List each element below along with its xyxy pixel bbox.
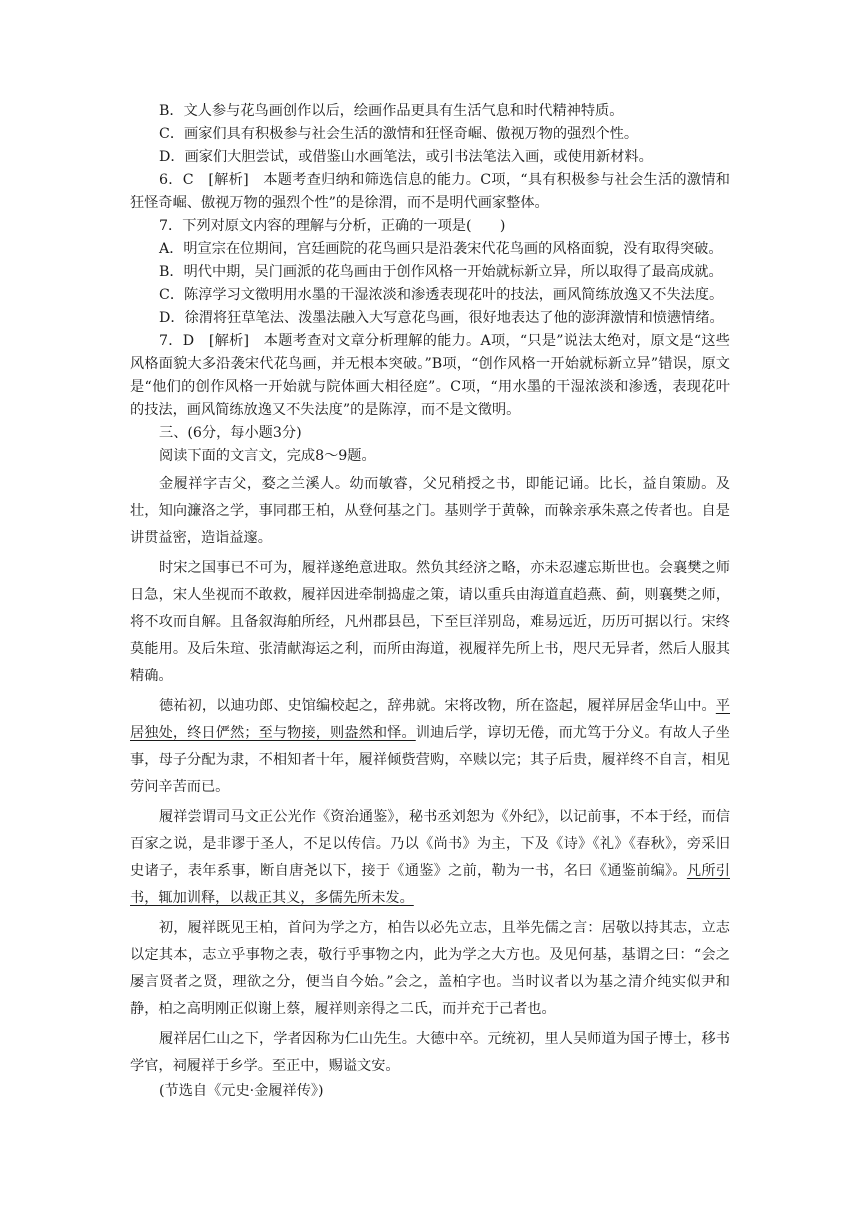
document-page [130,100,730,1103]
passage-paragraph-4 [130,804,730,912]
reading-instruction: 阅读下面的文言文，完成8～9题。 [159,448,376,464]
option-d-line: D．画家们大胆尝试，或借鉴山水画笔法，或引书法笔法入画，或使用新材料。 [159,149,653,165]
option-c-line: C．画家们具有积极参与社会生活的激情和狂怪奇崛、傲视万物的强烈个性。 [159,126,639,142]
passage-paragraph-3-lead: 德祐初，以迪功郎、史馆编校起之，辞弗就。宋将改物，所在盗起，履祥屏居金华山中。 [159,698,716,714]
passage-paragraph-3-rest: 训迪后学，谆切无倦，而尤笃于分义。有故人子坐事，母子分配为隶，不相知者十年，履祥倾赀营购，卒赎以完；其子后贵，履祥终不自言，相见劳问辛苦而已。 [130,725,730,795]
question-7-option-a: A．明宣宗在位期间，宫廷画院的花鸟画只是沿袭宋代花鸟画的风格面貌，没有取得突破。 [159,241,723,257]
passage-paragraph-5: 初，履祥既见王柏，首问为学之方，柏告以必先立志，且举先儒之言：居敬以持其志，立志以定其本，志立乎事物之表，敬行乎事物之内，此为学之大方也。及见何基，基谓之曰：“会之屡言贤者之贤，理欲之分，便当自今始。”会之，盖柏字也。当时议者以为基之清介纯实似尹和静，柏之高明刚正似谢上蔡，履祥则亲得之二氏，而并充于己者也。 [130,920,730,1017]
question-7-option-d: D．徐渭将狂草笔法、泼墨法融入大写意花鸟画，很好地表达了他的澎湃激情和愤懑情绪。 [159,310,724,326]
underlined-sentence-1: 平居独处，终日俨然；至与物接，则盎然和怿。 [130,698,730,741]
source-citation: (节选自《元史·金履祥传》) [159,1083,324,1099]
question-7-stem: 7．下列对原文内容的理解与分析，正确的一项是( ) [159,218,506,234]
answer-6-explanation: 6．C [解析] 本题考查归纳和筛选信息的能力。C项，“具有积极参与社会生活的激情和狂怪奇崛、傲视万物的强烈个性”的是徐渭，而不是明代画家整体。 [130,172,730,211]
passage-paragraph-2: 时宋之国事已不可为，履祥遂绝意进取。然负其经济之略，亦未忍遽忘斯世也。会襄樊之师日急，宋人坐视而不敢救，履祥因进牵制捣虚之策，请以重兵由海道直趋燕、蓟，则襄樊之师，将不攻而自解。且备叙海舶所经，凡州郡县邑，下至巨洋别岛，难易远近，历历可据以行。宋终莫能用。及后朱瑄、张清献海运之利，而所由海道，视履祥先所上书，咫尺无异者，然后人服其精确。 [130,560,730,684]
passage-paragraph-6: 履祥居仁山之下，学者因称为仁山先生。大德中卒。元统初，里人吴师道为国子博士，移书学官，祠履祥于乡学。至正中，赐谥文安。 [130,1031,730,1074]
option-b-line: B．文人参与花鸟画创作以后，绘画作品更具有生活气息和时代精神特质。 [159,103,624,119]
passage-paragraph-1: 金履祥字吉父，婺之兰溪人。幼而敏睿，父兄稍授之书，即能记诵。比长，益自策励。及壮，知向濂洛之学，事同郡王柏，从登何基之门。基则学于黄榦，而榦亲承朱熹之传者也。自是讲贯益密，造诣益邃。 [130,476,730,546]
section-three-heading: 三、(6分，每小题3分) [159,425,302,441]
passage-paragraph-4-lead: 履祥尝谓司马文正公光作《资治通鉴》，秘书丞刘恕为《外纪》，以记前事，不本于经，而信百家之说，是非谬于圣人，不足以传信。乃以《尚书》为主，下及《诗》《礼》《春秋》，旁采旧史诸子，表年系事，断自唐尧以下，接于《通鉴》之前，勒为一书，名曰《通鉴前编》。 [130,809,730,879]
question-7-option-c: C．陈淳学习文徵明用水墨的干湿浓淡和渗透表现花叶的技法，画风简练放逸又不失法度。 [159,287,724,303]
passage-paragraph-3 [130,693,730,801]
answer-7-explanation: 7．D [解析] 本题考查对文章分析理解的能力。A项，“只是”说法太绝对，原文是“这些风格面貌大多沿袭宋代花鸟画，并无根本突破。”B项，“创作风格一开始就标新立异”错误，原文是“他们的创作风格一开始就与院体画大相径庭”。C项，“用水墨的干湿浓淡和渗透，表现花叶的技法，画风简练放逸又不失法度”的是陈淳，而不是文徵明。 [130,333,730,418]
question-7-option-b: B．明代中期，吴门画派的花鸟画由于创作风格一开始就标新立异，所以取得了最高成就。 [159,264,723,280]
underlined-sentence-2: 凡所引书，辄加训释，以裁正其义，多儒先所未发。 [130,863,730,906]
